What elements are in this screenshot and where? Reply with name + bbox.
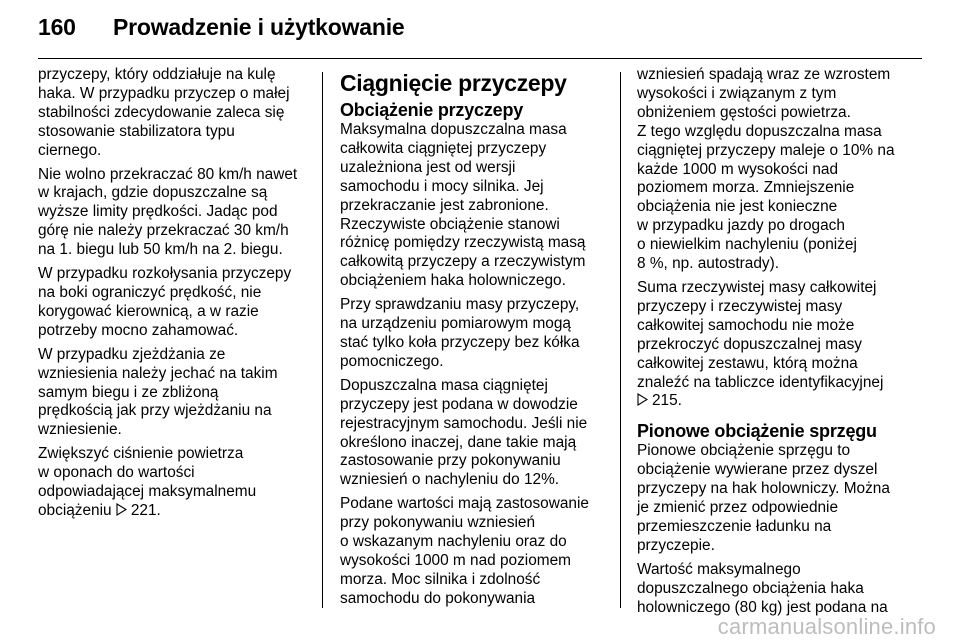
paragraph: Pionowe obciążenie sprzęgu to obciążenie wywierane przez dyszel przyczepy na hak holowniczy. Można je zmienić przez odpowiednie przemieszczenie ładunku na przyczepie.	[637, 442, 890, 554]
subsection-heading: Obciążenie przyczepy	[340, 100, 524, 120]
reference-page: 215.	[652, 392, 682, 410]
column-3	[637, 66, 912, 622]
header-rule	[38, 58, 922, 59]
paragraph: Przy sprawdzaniu masy przyczepy, na urządzeniu pomiarowym mogą stać tylko koła przyczepy bez kółka pomocniczego.	[340, 296, 580, 370]
column-divider-2	[620, 72, 621, 608]
paragraph: W przypadku zjeżdżania ze wzniesienia należy jechać na takim samym biegu i ze zbliżoną prędkością jak przy wjeżdżaniu na wzniesienie.	[38, 345, 278, 439]
paragraph: Wartość maksymalnego dopuszczalnego obciążenia haka holowniczego (80 kg) jest podana na	[637, 560, 888, 616]
page-number: 160	[38, 14, 76, 40]
reference-page: 221.	[130, 501, 161, 519]
page-reference[interactable]	[637, 392, 682, 409]
column-2	[340, 66, 608, 614]
paragraph-text: Suma rzeczywistej masy całkowitej przyczepy i rzeczywistej masy całkowitej samochodu nie może przekroczyć dopuszczalnej masy całkowitej zestawu, którą można znaleźć na tabliczce identyfikacyjnej	[637, 278, 884, 391]
arrow-outline-icon	[637, 393, 648, 406]
paragraph-text: Zwiększyć ciśnienie powietrza w oponach do wartości odpowiadającej maksymalnemu obciążeniu	[38, 445, 257, 519]
paragraph: Dopuszczalna masa ciągniętej przyczepy jest podana w dowodzie rejestracyjnym samochodu. Jeśli nie określono inaczej, dane takie mają zastosowanie przy pokonywaniu wzniesień o nachyleniu do 12%.	[340, 376, 588, 489]
paragraph-with-reference	[38, 445, 308, 521]
page-header	[38, 14, 405, 48]
column-divider-1	[322, 72, 323, 608]
column-1	[38, 66, 308, 526]
paragraph: przyczepy, który oddziałuje na kulę haka. W przypadku przyczep o małej stabilności zdecydowanie zaleca się stosowanie stabilizatora typu ciernego.	[38, 66, 290, 159]
section-heading: Ciągnięcie przyczepy	[340, 70, 567, 96]
page-title: Prowadzenie i użytkowanie	[113, 14, 405, 40]
paragraph: Podane wartości mają zastosowanie przy pokonywaniu wzniesień o wskazanym nachyleniu oraz do wysokości 1000 m nad poziomem morza. Moc silnika i zdolność samochodu do pokonywania	[340, 495, 589, 607]
paragraph: W przypadku rozkołysania przyczepy na boki ograniczyć prędkość, nie korygować kierownicą, a w razie potrzeby mocno zahamować.	[38, 265, 292, 339]
paragraph: Maksymalna dopuszczalna masa całkowita ciągniętej przyczepy uzależniona jest od wersji samochodu i mocy silnika. Jej przekraczanie jest zabronione. Rzeczywiste obciążenie stanowi różnicę pomiędzy rzeczywistą masą całkowitą przyczepy a rzeczywistym obciążeniem haka holowniczego.	[340, 121, 586, 290]
watermark: carmanualsonline.info	[717, 614, 936, 639]
page-reference[interactable]	[116, 502, 161, 519]
paragraph-with-reference	[637, 279, 912, 411]
paragraph: wzniesień spadają wraz ze wzrostem wysokości i związanym z tym obniżeniem gęstości powietrza. Z tego względu dopuszczalna masa ciągniętej przyczepy maleje o 10% na każde 1000 m wysokości nad poziomem morza. Zmniejszenie obciążenia nie jest konieczne w przypadku jazdy po drogach o niewielkim nachyleniu (poniżej 8 %, np. autostrady).	[637, 66, 895, 273]
subsection-heading: Pionowe obciążenie sprzęgu	[637, 421, 877, 442]
arrow-outline-icon	[116, 503, 127, 516]
paragraph: Nie wolno przekraczać 80 km/h nawet w krajach, gdzie dopuszczalne są wyższe limity prędkości. Jadąc pod górę nie należy przekraczać 30 km/h na 1. biegu lub 50 km/h na 2. biegu.	[38, 165, 298, 259]
